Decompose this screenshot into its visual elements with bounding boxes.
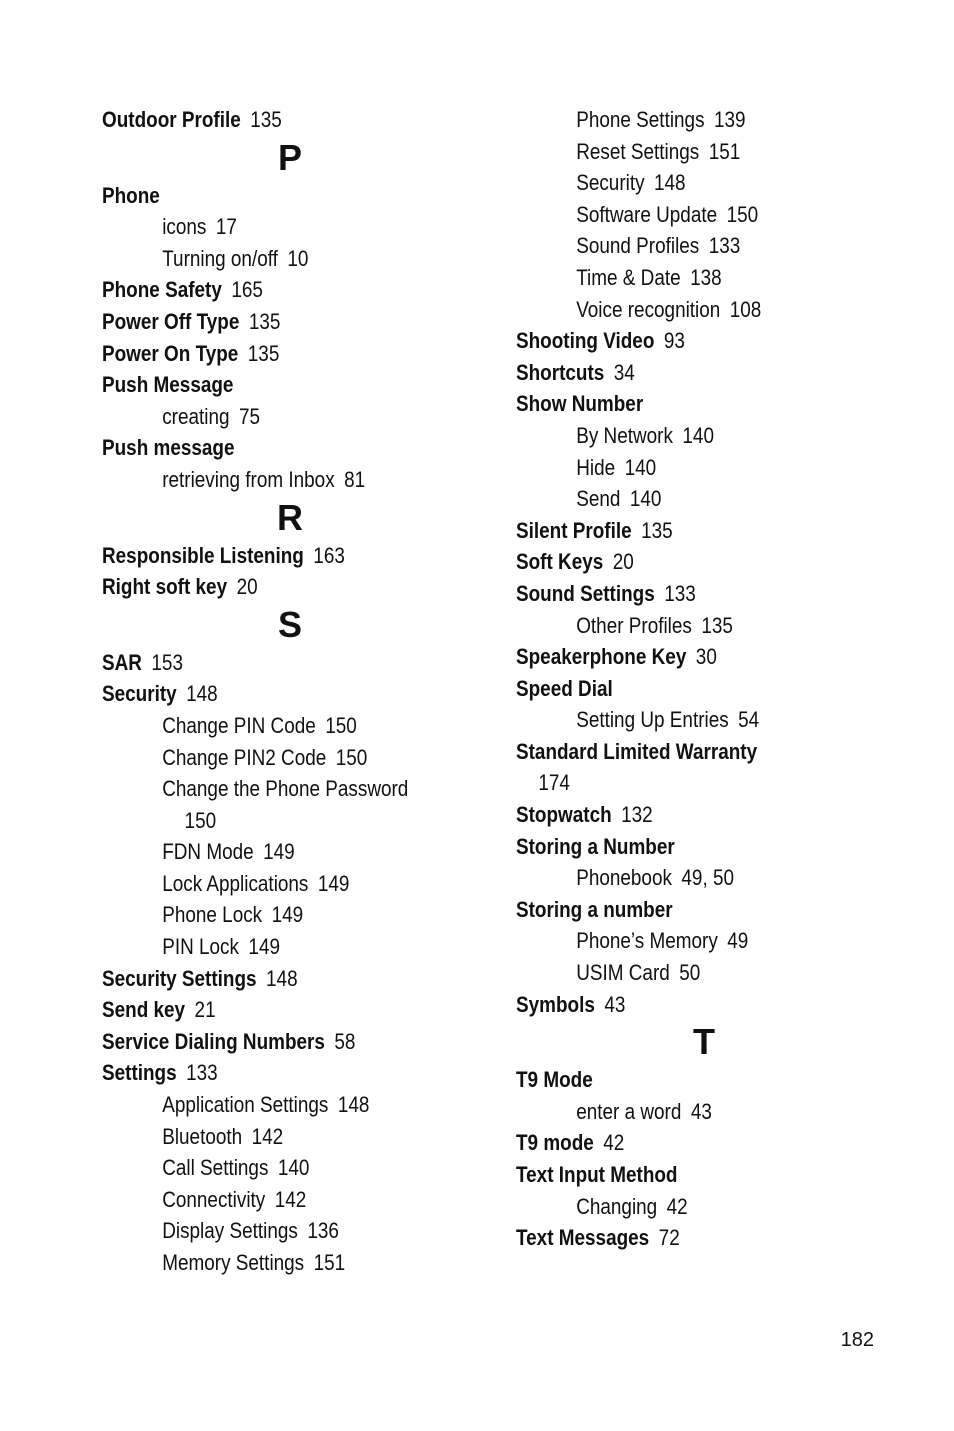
- index-subentry: [516, 925, 843, 957]
- subentry-term: Reset Settings: [576, 138, 700, 164]
- entry-term: T9 mode: [516, 1130, 594, 1156]
- entry-term: Shortcuts: [516, 359, 605, 385]
- subentry-term: Other Profiles: [576, 612, 692, 638]
- entry-term: Send key: [102, 997, 186, 1023]
- index-entry: [102, 647, 429, 679]
- page-reference: 81: [344, 466, 366, 492]
- index-subentry: [516, 167, 843, 199]
- page-reference: 42: [603, 1130, 625, 1156]
- page-reference: 20: [236, 574, 258, 600]
- page-reference: 140: [624, 454, 657, 480]
- index-column-left: [102, 104, 482, 1279]
- page-reference: 138: [690, 264, 722, 290]
- index-subentry: [102, 710, 429, 742]
- page-reference: 148: [186, 681, 218, 707]
- entry-term: Silent Profile: [516, 517, 632, 543]
- index-entry: [102, 369, 429, 401]
- index-subentry: [516, 262, 843, 294]
- index-subentry: [102, 211, 429, 243]
- page-number: 182: [840, 1329, 874, 1351]
- page-reference: 10: [287, 245, 309, 271]
- entry-term: Security Settings: [102, 965, 257, 991]
- page-reference: 149: [271, 902, 304, 928]
- index-subentry: [102, 1184, 429, 1216]
- index-entry: [102, 104, 429, 136]
- page-reference: 21: [194, 997, 216, 1023]
- subentry-term: PIN Lock: [162, 934, 239, 960]
- index-entry: [516, 831, 843, 863]
- page-reference: 135: [701, 612, 733, 638]
- subentry-term: Change PIN Code: [162, 712, 316, 738]
- entry-term: Show Number: [516, 391, 644, 417]
- index-entry: [102, 571, 429, 603]
- subentry-term: Phone Settings: [576, 107, 705, 132]
- page-reference: 163: [313, 542, 345, 568]
- page-reference: 149: [263, 839, 295, 865]
- index-subentry: [102, 742, 429, 774]
- entry-term: Settings: [102, 1060, 177, 1086]
- index-entry: [516, 989, 843, 1021]
- index-entry: [102, 963, 429, 995]
- page-reference: 151: [708, 138, 741, 164]
- page-reference: 93: [663, 328, 685, 354]
- subentry-term: Call Settings: [162, 1155, 269, 1181]
- index-subentry: [102, 1215, 429, 1247]
- subentry-term: Hide: [576, 454, 616, 480]
- page-reference: 43: [690, 1098, 712, 1124]
- index-subentry: [102, 243, 429, 275]
- page-reference: 72: [658, 1225, 680, 1251]
- index-subentry: [102, 836, 429, 868]
- subentry-term: FDN Mode: [162, 839, 254, 865]
- entry-term: Push Message: [102, 372, 234, 398]
- index-entry: [516, 1222, 843, 1254]
- subentry-term: USIM Card: [576, 960, 670, 986]
- page-reference: 136: [307, 1218, 339, 1244]
- page-reference: 150: [335, 744, 368, 770]
- page-reference: 148: [266, 965, 298, 991]
- subentry-term: Phone’s Memory: [576, 928, 718, 954]
- index-subentry: [102, 1247, 429, 1279]
- index-subentry: [102, 899, 429, 931]
- index-entry: [516, 736, 843, 768]
- subentry-term: Change PIN2 Code: [162, 744, 327, 770]
- page-reference: 142: [251, 1123, 284, 1149]
- page-reference: 54: [738, 707, 760, 733]
- index-entry: [516, 388, 843, 420]
- index-entry: [516, 1159, 843, 1191]
- page-reference: 140: [277, 1155, 310, 1181]
- index-entry: [102, 338, 429, 370]
- page-reference: 150: [726, 201, 759, 227]
- entry-term: Speakerphone Key: [516, 644, 687, 670]
- index-entry: [516, 641, 843, 673]
- index-subentry: [516, 136, 843, 168]
- index-subentry: [516, 104, 843, 136]
- entry-term: Storing a Number: [516, 833, 675, 859]
- index-subentry: [516, 1191, 843, 1223]
- index-subentry: [516, 294, 843, 326]
- entry-term: Power On Type: [102, 340, 239, 366]
- page-reference: 148: [337, 1092, 370, 1118]
- page-reference: 42: [666, 1193, 688, 1219]
- index-subentry: [102, 1152, 429, 1184]
- page-reference: 135: [250, 107, 282, 132]
- subentry-term: Change the Phone Password: [162, 776, 409, 802]
- index-subentry: [102, 805, 429, 837]
- index-entry: [516, 325, 843, 357]
- index-subentry: [102, 1121, 429, 1153]
- subentry-term: retrieving from Inbox: [162, 466, 335, 492]
- index-entry: [102, 432, 429, 464]
- subentry-term: Sound Profiles: [576, 233, 700, 259]
- page-reference: 148: [654, 170, 686, 196]
- page-reference: 151: [313, 1250, 346, 1275]
- entry-term: Phone Safety: [102, 277, 222, 303]
- page-reference: 150: [184, 807, 217, 833]
- index-entry: [102, 540, 429, 572]
- index-subentry: [516, 610, 843, 642]
- subentry-term: Time & Date: [576, 264, 681, 290]
- entry-term: Shooting Video: [516, 328, 655, 354]
- entry-term: Soft Keys: [516, 549, 604, 575]
- index-subentry: [102, 1089, 429, 1121]
- index-entry: [102, 678, 429, 710]
- index-subentry: [102, 464, 429, 496]
- index-subentry: [516, 230, 843, 262]
- entry-term: Speed Dial: [516, 675, 613, 701]
- entry-term: Stopwatch: [516, 802, 612, 828]
- entry-term: Outdoor Profile: [102, 107, 241, 132]
- index-entry: [516, 578, 843, 610]
- index-subentry: [516, 420, 843, 452]
- subentry-term: Software Update: [576, 201, 718, 227]
- page-reference: 58: [334, 1028, 356, 1054]
- index-entry: [102, 180, 429, 212]
- entry-term: Responsible Listening: [102, 542, 304, 568]
- page-reference: 133: [708, 233, 741, 259]
- index-subentry: [516, 957, 843, 989]
- subentry-term: Changing: [576, 1193, 658, 1219]
- entry-term: Sound Settings: [516, 580, 655, 606]
- section-letter: P: [277, 136, 302, 178]
- entry-term: Power Off Type: [102, 308, 240, 334]
- subentry-term: By Network: [576, 422, 673, 448]
- index-subentry: [516, 1096, 843, 1128]
- page-reference: 140: [682, 422, 714, 448]
- page-reference: 17: [215, 214, 237, 240]
- page-reference: 135: [248, 308, 281, 334]
- page-reference: 153: [151, 649, 183, 675]
- subentry-term: Security: [576, 170, 645, 196]
- page-reference: 30: [695, 644, 717, 670]
- index-subentry: [102, 868, 429, 900]
- page-reference: 135: [247, 340, 280, 366]
- page-reference: 135: [641, 517, 673, 543]
- index-entry: [102, 306, 429, 338]
- entry-term: T9 Mode: [516, 1067, 593, 1093]
- section-letter: T: [693, 1021, 715, 1063]
- page-reference: 150: [325, 712, 357, 738]
- entry-term: Text Messages: [516, 1225, 650, 1251]
- subentry-term: Application Settings: [162, 1092, 329, 1118]
- page-reference: 133: [664, 580, 696, 606]
- index-entry: [516, 894, 843, 926]
- subentry-term: creating: [162, 403, 230, 429]
- index-entry: [516, 673, 843, 705]
- index-entry: [516, 767, 843, 799]
- entry-term: Standard Limited Warranty: [516, 738, 758, 764]
- entry-term: Service Dialing Numbers: [102, 1028, 325, 1054]
- page-reference: 49, 50: [681, 865, 735, 891]
- entry-term: Text Input Method: [516, 1162, 678, 1187]
- index-entry: [516, 515, 843, 547]
- index-entry: [102, 274, 429, 306]
- index-subentry: [102, 401, 429, 433]
- subentry-term: Display Settings: [162, 1218, 298, 1244]
- entry-term: Phone: [102, 182, 160, 208]
- page-reference: 43: [604, 991, 626, 1017]
- index-entry: [102, 1026, 429, 1058]
- index-column-right: [516, 104, 896, 1254]
- page-reference: 20: [612, 549, 634, 575]
- subentry-term: Phone Lock: [162, 902, 263, 928]
- index-entry: [516, 546, 843, 578]
- subentry-term: Memory Settings: [162, 1250, 305, 1275]
- subentry-term: Voice recognition: [576, 296, 721, 322]
- section-letter: R: [277, 496, 303, 538]
- index-subentry: [516, 862, 843, 894]
- entry-term: Right soft key: [102, 574, 228, 600]
- index-entry: [516, 357, 843, 389]
- subentry-term: Turning on/off: [162, 245, 278, 271]
- subentry-term: Lock Applications: [162, 870, 309, 896]
- page-reference: 149: [317, 870, 350, 896]
- subentry-term: Bluetooth: [162, 1123, 243, 1149]
- index-subentry: [516, 704, 843, 736]
- index-subentry: [516, 452, 843, 484]
- page-reference: 75: [238, 403, 261, 429]
- page-reference: 50: [679, 960, 701, 986]
- index-subentry: [102, 931, 429, 963]
- entry-term: Symbols: [516, 991, 595, 1017]
- index-entry: [516, 1064, 843, 1096]
- page-reference: 108: [729, 296, 762, 322]
- subentry-term: Phonebook: [576, 865, 672, 891]
- index-entry: [102, 994, 429, 1026]
- subentry-term: enter a word: [576, 1098, 682, 1124]
- page-reference: 132: [621, 802, 653, 828]
- entry-term: Push message: [102, 435, 235, 461]
- subentry-term: Setting Up Entries: [576, 707, 729, 733]
- page-reference: 142: [274, 1186, 307, 1212]
- index-subentry: [102, 773, 429, 805]
- entry-term: Storing a number: [516, 896, 673, 922]
- index-entry: [516, 799, 843, 831]
- subentry-term: Connectivity: [162, 1186, 266, 1212]
- entry-term: Security: [102, 681, 177, 707]
- page-reference: 165: [231, 277, 263, 303]
- index-entry: [516, 1127, 843, 1159]
- index-subentry: [516, 199, 843, 231]
- entry-term: SAR: [102, 649, 142, 675]
- index-entry: [102, 1057, 429, 1089]
- subentry-term: icons: [162, 214, 207, 240]
- page-reference: 49: [727, 928, 749, 954]
- page-reference: 140: [629, 486, 662, 512]
- index-subentry: [516, 483, 843, 515]
- page-reference: 174: [538, 770, 570, 796]
- section-letter: S: [277, 603, 302, 645]
- subentry-term: Send: [576, 486, 621, 512]
- page-reference: 149: [248, 934, 281, 960]
- page-reference: 34: [613, 359, 635, 385]
- page-reference: 139: [714, 107, 746, 132]
- page-reference: 133: [186, 1060, 218, 1086]
